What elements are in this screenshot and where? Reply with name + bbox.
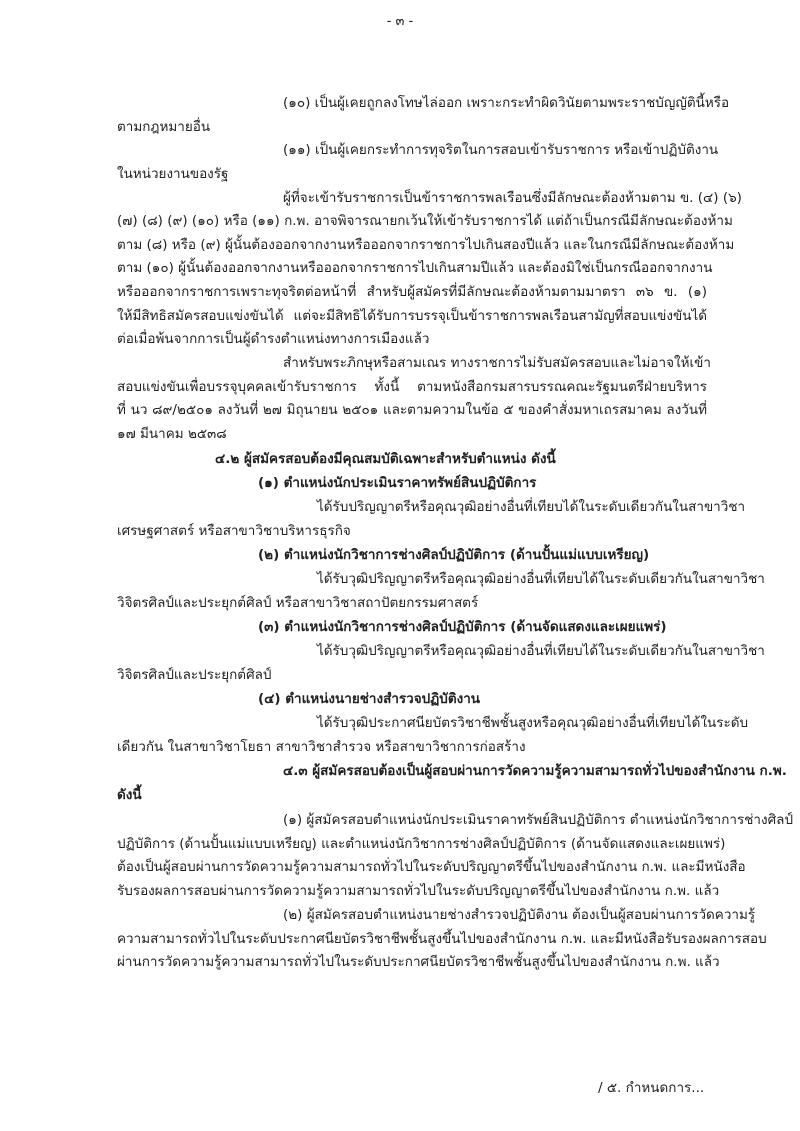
paragraph-line: (๒) ผู้สมัครสอบตำแหน่งนายช่างสำรวจปฏิบัติงาน ต้องเป็นผู้สอบผ่านการวัดความรู้ [283, 907, 756, 923]
paragraph-line: ได้รับวุฒิปริญญาตรีหรือคุณวุฒิอย่างอื่นที่เทียบได้ในระดับเดียวกันในสาขาวิชา [317, 643, 765, 659]
paragraph-line: รับรองผลการสอบผ่านการวัดความรู้ความสามารถทั่วไปในระดับปริญญาตรีขึ้นไปของสำนักงาน ก.พ. แล้ว [117, 883, 720, 899]
paragraph-line: ตาม (๘) หรือ (๙) ผู้นั้นต้องออกจากงานหรือออกจากราชการไปเกินสองปีแล้ว และในกรณีมีลักษณะต้องห้าม [117, 237, 735, 253]
paragraph-line: ตามกฎหมายอื่น [117, 119, 211, 135]
paragraph-line: (๗) (๘) (๙) (๑๐) หรือ (๑๑) ก.พ. อาจพิจารณายกเว้นให้เข้ารับราชการได้ แต่ถ้าเป็นกรณีมีลักษณะต้องห้าม [117, 213, 733, 229]
page-number: - ๓ - [386, 14, 414, 29]
paragraph-line: (๑๐) เป็นผู้เคยถูกลงโทษไล่ออก เพราะกระทำผิดวินัยตามพระราชบัญญัตินี้หรือ [283, 95, 730, 111]
paragraph-line: ต่อเมื่อพ้นจากการเป็นผู้ดำรงตำแหน่งทางการเมืองแล้ว [117, 331, 430, 347]
position-heading: (๑) ตำแหน่งนักประเมินราคาทรัพย์สินปฏิบัติการ [258, 475, 537, 491]
paragraph-line: หรือออกจากราชการเพราะทุจริตต่อหน้าที่ สำหรับผู้สมัครที่มีลักษณะต้องห้ามตามมาตรา ๓๖ ข. (๑) [117, 284, 707, 300]
paragraph-line: ๑๗ มีนาคม ๒๕๓๘ [117, 426, 227, 442]
paragraph-line: ที่ นว ๘๙/๒๕๐๑ ลงวันที่ ๒๗ มิถุนายน ๒๕๐๑ และตามความในข้อ ๕ ของคำสั่งมหาเถรสมาคม ลงวันที่ [117, 402, 707, 418]
position-heading: (๔) ตำแหน่งนายช่างสำรวจปฏิบัติงาน [258, 691, 481, 707]
position-heading: (๒) ตำแหน่งนักวิชาการช่างศิลป์ปฏิบัติการ (ด้านปั้นแม่แบบเหรียญ) [258, 547, 650, 563]
paragraph-line: ได้รับวุฒิประกาศนียบัตรวิชาชีพชั้นสูงหรือคุณวุฒิอย่างอื่นที่เทียบได้ในระดับ [317, 715, 749, 731]
position-heading: (๓) ตำแหน่งนักวิชาการช่างศิลป์ปฏิบัติการ (ด้านจัดแสดงและเผยแพร่) [258, 619, 667, 635]
paragraph-line: ได้รับปริญญาตรีหรือคุณวุฒิอย่างอื่นที่เทียบได้ในระดับเดียวกันในสาขาวิชา [317, 499, 746, 515]
paragraph-line: ผู้ที่จะเข้ารับราชการเป็นข้าราชการพลเรือนซึ่งมีลักษณะต้องห้ามตาม ข. (๔) (๖) [283, 190, 742, 206]
paragraph-line: ตาม (๑๐) ผู้นั้นต้องออกจากงานหรือออกจากราชการไปเกินสามปีแล้ว และต้องมิใช่เป็นกรณีออกจากงาน [117, 260, 713, 276]
paragraph-line: ความสามารถทั่วไปในระดับประกาศนียบัตรวิชาชีพชั้นสูงขึ้นไปของสำนักงาน ก.พ. และมีหนังสือรับรองผลการสอบ [117, 931, 767, 947]
paragraph-line: ได้รับวุฒิปริญญาตรีหรือคุณวุฒิอย่างอื่นที่เทียบได้ในระดับเดียวกันในสาขาวิชา [317, 571, 765, 587]
paragraph-line: สอบแข่งขันเพื่อบรรจุบุคคลเข้ารับราชการ ทั้งนี้ ตามหนังสือกรมสารบรรณคณะรัฐมนตรีฝ่ายบริหาร [117, 379, 707, 395]
paragraph-line: วิจิตรศิลป์และประยุกต์ศิลป์ [117, 667, 272, 683]
paragraph-line: (๑) ผู้สมัครสอบตำแหน่งนักประเมินราคาทรัพย์สินปฏิบัติการ ตำแหน่งนักวิชาการช่างศิลป์ [283, 812, 794, 828]
paragraph-line: ในหน่วยงานของรัฐ [117, 166, 229, 182]
paragraph-line: (๑๑) เป็นผู้เคยกระทำการทุจริตในการสอบเข้ารับราชการ หรือเข้าปฏิบัติงาน [283, 142, 719, 158]
paragraph-line: ปฏิบัติการ (ด้านปั้นแม่แบบเหรียญ) และตำแหน่งนักวิชาการช่างศิลป์ปฏิบัติการ (ด้านจัดแสดงและเผยแพร่) [117, 836, 726, 852]
section-heading: ดังนี้ [117, 787, 142, 803]
paragraph-line: ผ่านการวัดความรู้ความสามารถทั่วไปในระดับประกาศนียบัตรวิชาชีพชั้นสูงขึ้นไปของสำนักงาน ก.พ. แล้ว [117, 954, 720, 970]
continuation-footer: / ๕. กำหนดการ... [598, 1080, 705, 1096]
section-heading: ๔.๒ ผู้สมัครสอบต้องมีคุณสมบัติเฉพาะสำหรับตำแหน่ง ดังนี้ [215, 451, 556, 467]
paragraph-line: ให้มีสิทธิสมัครสอบแข่งขันได้ แต่จะมีสิทธิได้รับการบรรจุเป็นข้าราชการพลเรือนสามัญที่สอบแข่งขันได้ [117, 308, 707, 324]
paragraph-line: วิจิตรศิลป์และประยุกต์ศิลป์ หรือสาขาวิชาสถาปัตยกรรมศาสตร์ [117, 595, 479, 611]
paragraph-line: เศรษฐศาสตร์ หรือสาขาวิชาบริหารธุรกิจ [117, 523, 351, 539]
section-heading: ๔.๓ ผู้สมัครสอบต้องเป็นผู้สอบผ่านการวัดความรู้ความสามารถทั่วไปของสำนักงาน ก.พ. [283, 763, 787, 779]
paragraph-line: เดียวกัน ในสาขาวิชาโยธา สาขาวิชาสำรวจ หรือสาขาวิชาการก่อสร้าง [117, 739, 526, 755]
paragraph-line: ต้องเป็นผู้สอบผ่านการวัดความรู้ความสามารถทั่วไปในระดับปริญญาตรีขึ้นไปของสำนักงาน ก.พ. และมีหนังสือ [117, 859, 746, 875]
paragraph-line: สำหรับพระภิกษุหรือสามเณร ทางราชการไม่รับสมัครสอบและไม่อาจให้เข้า [283, 355, 711, 371]
